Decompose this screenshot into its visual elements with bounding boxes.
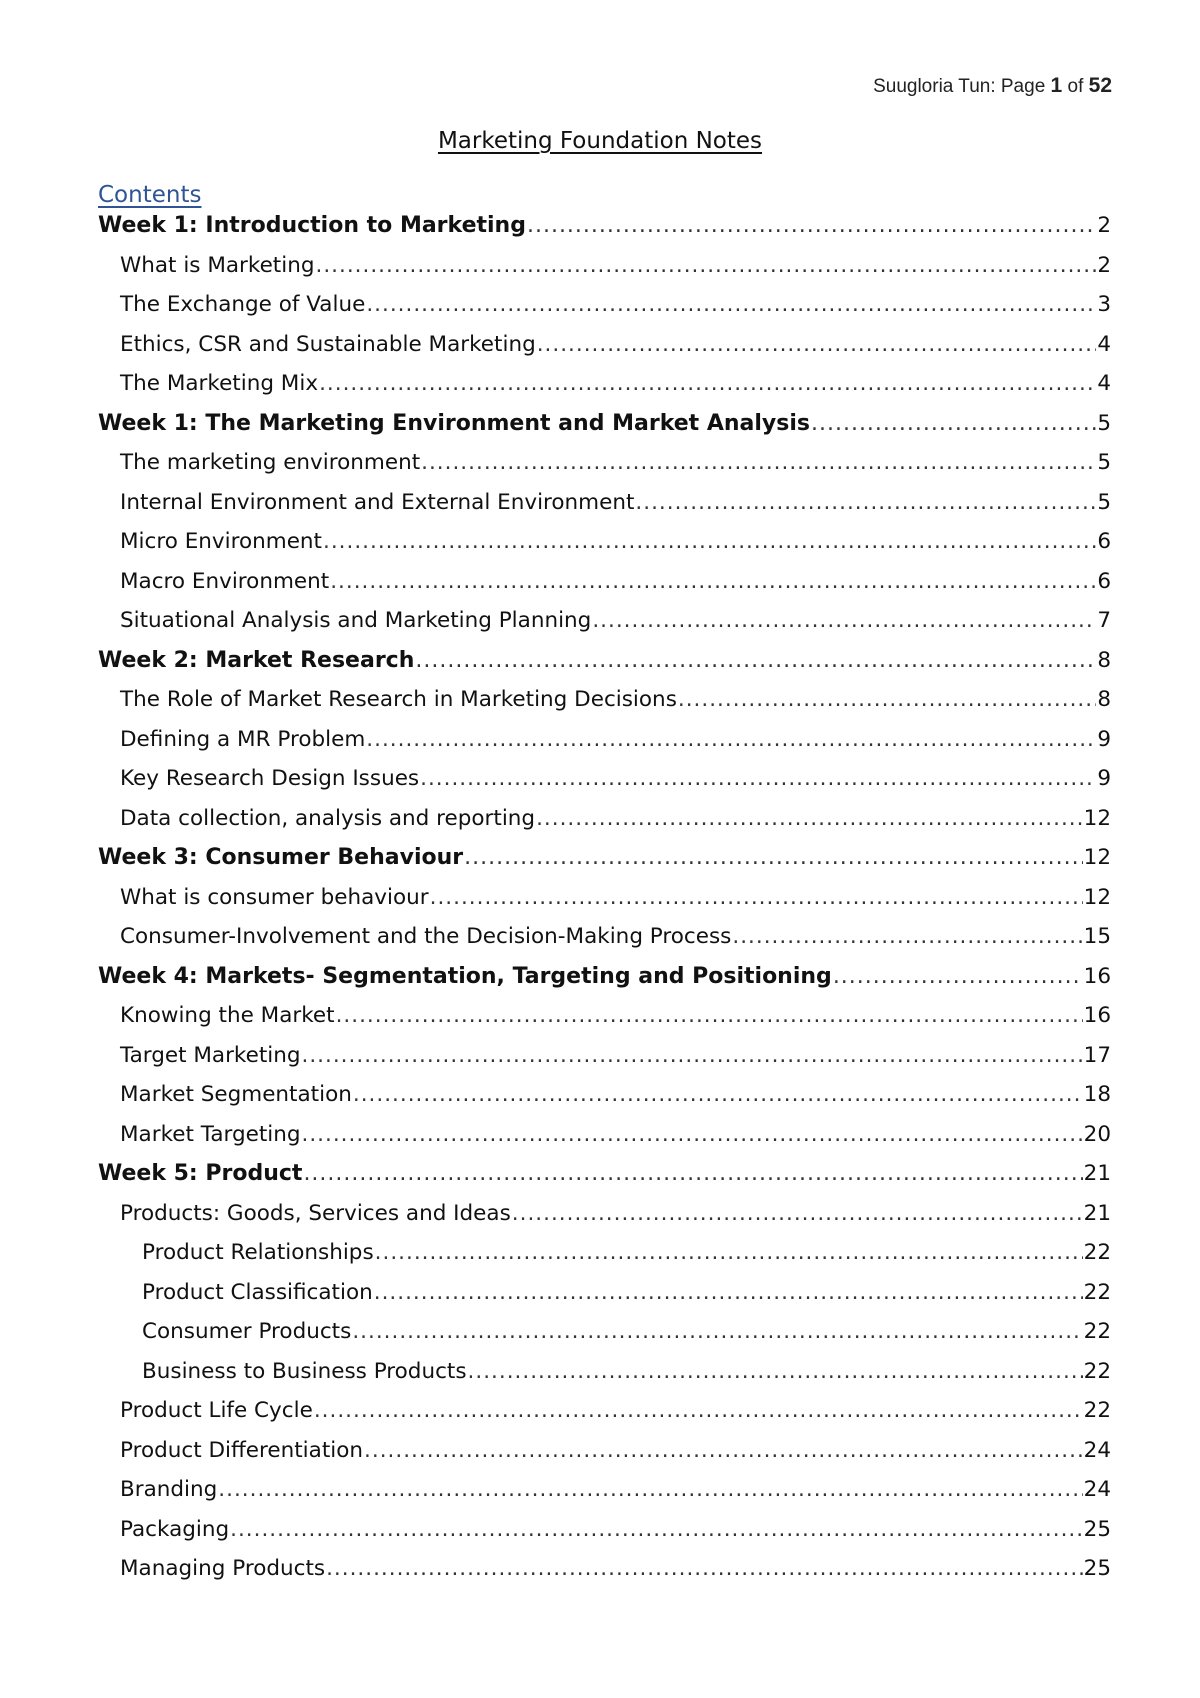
toc-entry-page-number[interactable]: 24 bbox=[1083, 1477, 1111, 1502]
toc-entry-page-number[interactable]: 6 bbox=[1097, 529, 1111, 554]
toc-entry[interactable] bbox=[98, 1470, 1111, 1510]
toc-entry[interactable] bbox=[98, 1312, 1111, 1352]
toc-entry-title[interactable]: Macro Environment bbox=[120, 568, 330, 594]
toc-dot-leader bbox=[430, 878, 1083, 918]
toc-entry-title[interactable]: Data collection, analysis and reporting bbox=[120, 805, 536, 831]
toc-dot-leader bbox=[323, 522, 1096, 562]
toc-entry-title[interactable]: Product Life Cycle bbox=[120, 1398, 313, 1423]
toc-entry[interactable] bbox=[98, 799, 1111, 839]
toc-entry-page-number[interactable]: 2 bbox=[1097, 252, 1111, 278]
toc-entry[interactable] bbox=[98, 917, 1111, 957]
toc-dot-leader bbox=[732, 917, 1082, 957]
toc-dot-leader bbox=[678, 680, 1096, 720]
toc-dot-leader bbox=[421, 443, 1096, 483]
toc-entry-title[interactable]: Product Classification bbox=[142, 1279, 373, 1305]
toc-entry-page-number[interactable]: 22 bbox=[1083, 1358, 1111, 1384]
toc-dot-leader bbox=[352, 1312, 1082, 1352]
toc-entry-page-number[interactable]: 25 bbox=[1083, 1516, 1111, 1542]
toc-dot-leader bbox=[314, 1391, 1083, 1431]
toc-entry-title[interactable]: Consumer Products bbox=[142, 1319, 352, 1344]
toc-dot-leader bbox=[336, 996, 1083, 1036]
toc-entry-title[interactable]: What is Marketing bbox=[120, 252, 315, 278]
toc-dot-leader bbox=[512, 1194, 1083, 1234]
toc-entry-page-number[interactable]: 18 bbox=[1083, 1082, 1111, 1107]
toc-entry[interactable] bbox=[98, 483, 1111, 523]
toc-dot-leader bbox=[811, 404, 1096, 444]
toc-entry-page-number[interactable]: 21 bbox=[1083, 1161, 1111, 1186]
toc-entry[interactable] bbox=[98, 562, 1111, 602]
toc-entry-page-number[interactable]: 12 bbox=[1083, 884, 1111, 910]
toc-entry-page-number[interactable]: 8 bbox=[1097, 687, 1111, 712]
toc-entry-title[interactable]: What is consumer behaviour bbox=[120, 884, 429, 910]
toc-entry-page-number[interactable]: 9 bbox=[1097, 726, 1111, 752]
toc-entry[interactable] bbox=[98, 443, 1111, 483]
toc-entry-page-number[interactable]: 6 bbox=[1097, 568, 1111, 594]
toc-entry-title[interactable]: Ethics, CSR and Sustainable Marketing bbox=[120, 331, 536, 357]
header-of-label: of bbox=[1062, 76, 1089, 97]
header-current-page: 1 bbox=[1050, 74, 1063, 97]
toc-entry-page-number[interactable]: 24 bbox=[1083, 1437, 1111, 1463]
toc-dot-leader bbox=[353, 1075, 1083, 1115]
toc-entry-page-number[interactable]: 3 bbox=[1097, 292, 1111, 317]
toc-entry-page-number[interactable]: 25 bbox=[1083, 1556, 1111, 1581]
toc-entry[interactable] bbox=[98, 1115, 1111, 1155]
toc-entry-title[interactable]: Week 1: Introduction to Marketing bbox=[98, 213, 526, 238]
toc-entry-title[interactable]: Week 2: Market Research bbox=[98, 647, 415, 673]
toc-dot-leader bbox=[230, 1510, 1083, 1550]
toc-entry[interactable] bbox=[98, 1194, 1111, 1234]
toc-dot-leader bbox=[316, 246, 1097, 286]
toc-entry-page-number[interactable]: 22 bbox=[1083, 1398, 1111, 1423]
toc-dot-leader bbox=[592, 601, 1096, 641]
toc-entry[interactable] bbox=[98, 759, 1111, 799]
toc-entry-title[interactable]: Product Relationships bbox=[142, 1240, 374, 1265]
toc-entry[interactable] bbox=[98, 996, 1111, 1036]
toc-entry-title[interactable]: Week 4: Markets- Segmentation, Targeting and Positioning bbox=[98, 963, 832, 989]
toc-entry[interactable] bbox=[98, 720, 1111, 760]
toc-entry-title[interactable]: Market Targeting bbox=[120, 1121, 301, 1147]
toc-entry-page-number[interactable]: 7 bbox=[1097, 608, 1111, 633]
page-header bbox=[873, 74, 1112, 98]
toc-entry[interactable] bbox=[98, 601, 1111, 641]
toc-entry[interactable] bbox=[98, 1036, 1111, 1076]
toc-entry-page-number[interactable]: 8 bbox=[1097, 647, 1111, 673]
toc-entry-title[interactable]: Week 5: Product bbox=[98, 1161, 303, 1186]
toc-entry-title[interactable]: Week 3: Consumer Behaviour bbox=[98, 845, 464, 870]
toc-entry-title[interactable]: Week 1: The Marketing Environment and Market Analysis bbox=[98, 410, 810, 436]
toc-entry-title[interactable]: The marketing environment bbox=[120, 450, 421, 475]
toc-dot-leader bbox=[464, 838, 1083, 878]
toc-entry[interactable] bbox=[98, 1549, 1111, 1589]
toc-entry[interactable] bbox=[98, 325, 1111, 365]
toc-entry-title[interactable]: Packaging bbox=[120, 1516, 230, 1542]
toc-entry[interactable] bbox=[98, 246, 1111, 286]
toc-entry-page-number[interactable]: 2 bbox=[1097, 213, 1111, 238]
toc-entry-page-number[interactable]: 5 bbox=[1097, 450, 1111, 475]
toc-entry-title[interactable]: Internal Environment and External Environment bbox=[120, 489, 635, 515]
toc-dot-leader bbox=[833, 957, 1083, 997]
toc-entry-title[interactable]: Situational Analysis and Marketing Planning bbox=[120, 608, 592, 633]
toc-entry-title[interactable]: Business to Business Products bbox=[142, 1358, 467, 1384]
toc-entry-page-number[interactable]: 22 bbox=[1083, 1240, 1111, 1265]
toc-entry-page-number[interactable]: 22 bbox=[1083, 1279, 1111, 1305]
toc-dot-leader bbox=[635, 483, 1096, 523]
toc-entry[interactable] bbox=[98, 838, 1111, 878]
toc-dot-leader bbox=[218, 1470, 1082, 1510]
toc-entry-page-number[interactable]: 4 bbox=[1097, 371, 1111, 396]
toc-entry-title[interactable]: Target Marketing bbox=[120, 1042, 301, 1068]
toc-dot-leader bbox=[303, 1154, 1082, 1194]
toc-entry[interactable] bbox=[98, 878, 1111, 918]
toc-entry-title[interactable]: Managing Products bbox=[120, 1556, 326, 1581]
toc-entry-page-number[interactable]: 20 bbox=[1083, 1121, 1111, 1147]
toc-dot-leader bbox=[319, 364, 1096, 404]
toc-entry-page-number[interactable]: 5 bbox=[1097, 410, 1111, 436]
toc-entry-page-number[interactable]: 5 bbox=[1097, 489, 1111, 515]
toc-entry[interactable] bbox=[98, 957, 1111, 997]
document-title: Marketing Foundation Notes bbox=[437, 128, 763, 154]
toc-dot-leader bbox=[374, 1273, 1083, 1313]
toc-entry[interactable] bbox=[98, 522, 1111, 562]
toc-dot-leader bbox=[366, 720, 1096, 760]
toc-entry-title[interactable]: Micro Environment bbox=[120, 529, 322, 554]
toc-entry-title[interactable]: The Marketing Mix bbox=[120, 371, 319, 396]
toc-entry-title[interactable]: Product Differentiation bbox=[120, 1437, 364, 1463]
toc-dot-leader bbox=[302, 1115, 1083, 1155]
toc-entry[interactable] bbox=[98, 1075, 1111, 1115]
toc-entry-title[interactable]: Market Segmentation bbox=[120, 1082, 352, 1107]
toc-dot-leader bbox=[366, 285, 1096, 325]
toc-dot-leader bbox=[537, 325, 1097, 365]
toc-entry-title[interactable]: Key Research Design Issues bbox=[120, 766, 420, 791]
table-of-contents bbox=[98, 206, 1111, 1589]
toc-entry-page-number[interactable]: 22 bbox=[1083, 1319, 1111, 1344]
toc-entry-page-number[interactable]: 12 bbox=[1083, 805, 1111, 831]
toc-entry[interactable] bbox=[98, 1233, 1111, 1273]
header-author-label: Suugloria Tun: Page bbox=[873, 76, 1051, 97]
toc-entry-page-number[interactable]: 15 bbox=[1083, 924, 1111, 949]
toc-entry[interactable] bbox=[98, 1154, 1111, 1194]
toc-dot-leader bbox=[536, 799, 1083, 839]
toc-entry-title[interactable]: Products: Goods, Services and Ideas bbox=[120, 1200, 511, 1226]
toc-dot-leader bbox=[468, 1352, 1083, 1392]
toc-entry[interactable] bbox=[98, 364, 1111, 404]
toc-entry[interactable] bbox=[98, 641, 1111, 681]
toc-entry[interactable] bbox=[98, 1510, 1111, 1550]
toc-dot-leader bbox=[364, 1431, 1083, 1471]
toc-entry-title[interactable]: Knowing the Market bbox=[120, 1003, 335, 1028]
toc-dot-leader bbox=[375, 1233, 1083, 1273]
toc-dot-leader bbox=[326, 1549, 1083, 1589]
toc-entry-page-number[interactable]: 16 bbox=[1083, 963, 1111, 989]
toc-entry-page-number[interactable]: 9 bbox=[1097, 766, 1111, 791]
toc-dot-leader bbox=[527, 206, 1096, 246]
toc-entry-page-number[interactable]: 4 bbox=[1097, 331, 1111, 357]
toc-entry-title[interactable]: The Exchange of Value bbox=[120, 292, 366, 317]
toc-entry-title[interactable]: The Role of Market Research in Marketing Decisions bbox=[120, 687, 677, 712]
toc-entry[interactable] bbox=[98, 680, 1111, 720]
toc-entry-page-number[interactable]: 16 bbox=[1083, 1003, 1111, 1028]
toc-dot-leader bbox=[415, 641, 1096, 681]
toc-entry-title[interactable]: Branding bbox=[120, 1477, 218, 1502]
toc-entry[interactable] bbox=[98, 1352, 1111, 1392]
toc-entry[interactable] bbox=[98, 1391, 1111, 1431]
toc-entry[interactable] bbox=[98, 285, 1111, 325]
toc-dot-leader bbox=[330, 562, 1096, 602]
toc-entry-page-number[interactable]: 12 bbox=[1083, 845, 1111, 870]
toc-entry-title[interactable]: Consumer-Involvement and the Decision-Making Process bbox=[120, 924, 732, 949]
toc-dot-leader bbox=[420, 759, 1096, 799]
toc-entry-title[interactable]: Defining a MR Problem bbox=[120, 726, 366, 752]
contents-heading[interactable]: Contents bbox=[98, 182, 202, 208]
toc-entry[interactable] bbox=[98, 404, 1111, 444]
toc-entry[interactable] bbox=[98, 206, 1111, 246]
toc-entry-page-number[interactable]: 17 bbox=[1083, 1042, 1111, 1068]
toc-entry-page-number[interactable]: 21 bbox=[1083, 1200, 1111, 1226]
toc-entry[interactable] bbox=[98, 1273, 1111, 1313]
toc-dot-leader bbox=[302, 1036, 1083, 1076]
header-total-pages: 52 bbox=[1088, 74, 1112, 97]
toc-entry[interactable] bbox=[98, 1431, 1111, 1471]
